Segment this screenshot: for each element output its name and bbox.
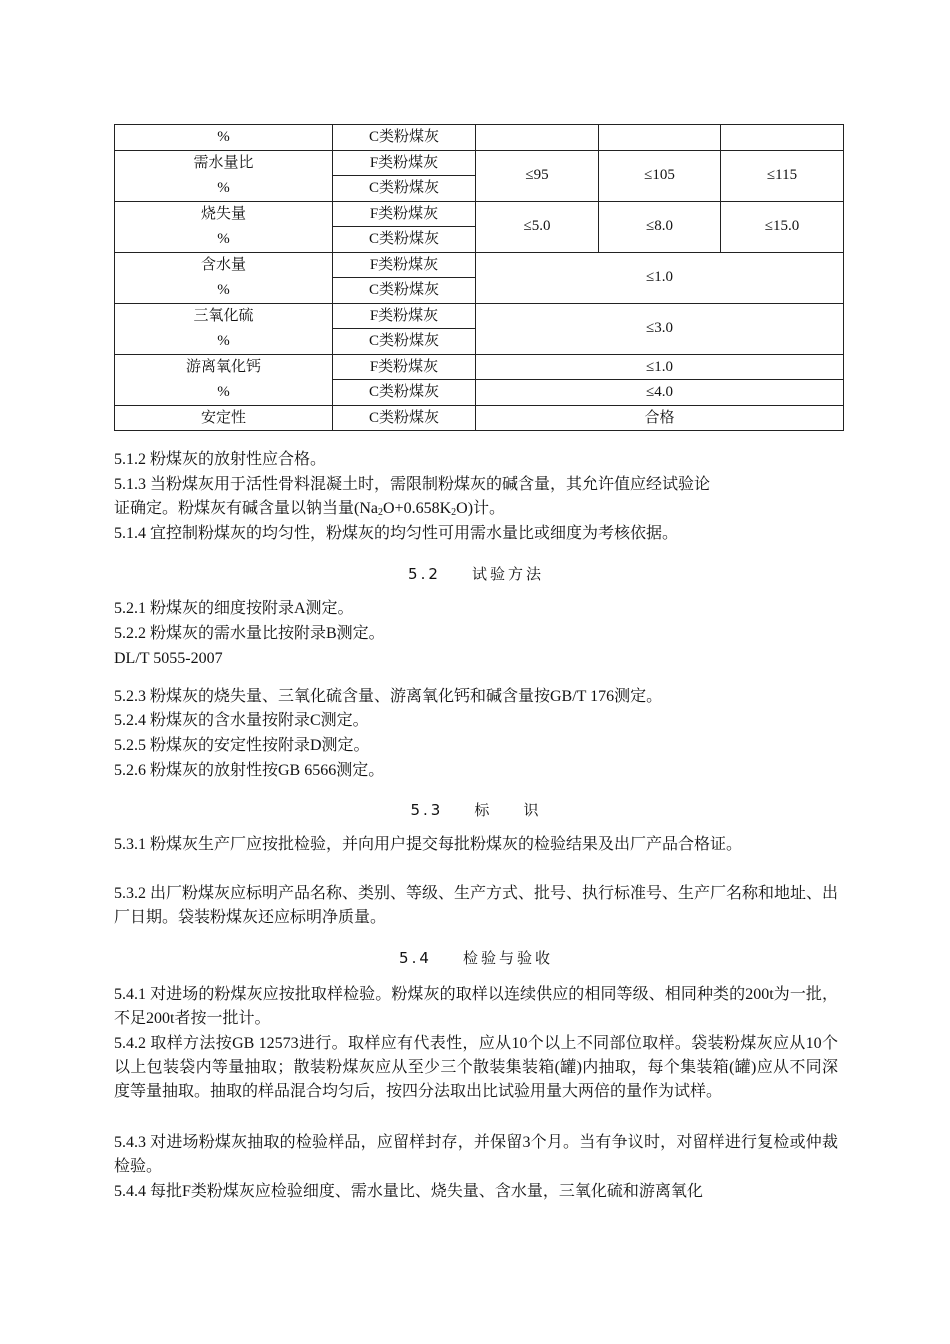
- clause-5-1-4: 5.1.4 宜控制粉煤灰的均匀性，粉煤灰的均匀性可用需水量比或细度为考核依据。: [114, 525, 679, 542]
- item-unit: %: [217, 230, 230, 247]
- item-name: 含水量: [200, 257, 246, 273]
- table-cell-grade3: [721, 125, 844, 151]
- table-cell-type: F类粉煤灰: [333, 303, 476, 329]
- table-cell-value: ≤1.0: [476, 354, 844, 380]
- item-unit: %: [217, 179, 230, 196]
- clause-5-2-4: 5.2.4 粉煤灰的含水量按附录C测定。: [114, 712, 369, 729]
- standard-number: DL/T 5055-2007: [114, 650, 223, 667]
- table-cell-item: [115, 303, 333, 354]
- table-cell-type: C类粉煤灰: [333, 380, 476, 406]
- table-row: [115, 252, 844, 278]
- subscript: 2: [451, 507, 457, 518]
- clause-5-4-4: 5.4.4 每批F类粉煤灰应检验细度、需水量比、烧失量、含水量，三氧化硫和游离氧化: [114, 1183, 703, 1200]
- clause-5-3-2: 5.3.2 出厂粉煤灰应标明产品名称、类别、等级、生产方式、批号、执行标准号、生产厂名称和地址、出厂日期。袋装粉煤灰还应标明净质量。: [114, 885, 839, 926]
- subscript: 2: [378, 507, 383, 518]
- table-cell-grade1: [476, 125, 599, 151]
- text-fragment: 证确定。粉煤灰有碱含量以钠当量(Na: [114, 500, 378, 517]
- clause-5-1-3-line2: [114, 497, 838, 521]
- clause-5-4-1: 5.4.1 对进场的粉煤灰应按批取样检验。粉煤灰的取样以连续供应的相同等级、相同种类的200t为一批，不足200t者按一批计。: [114, 986, 838, 1027]
- table-row: [115, 125, 844, 151]
- table-cell-grade2: [599, 125, 721, 151]
- clause-5-2-3: 5.2.3 粉煤灰的烧失量、三氧化硫含量、游离氧化钙和碱含量按GB/T 176测定。: [114, 688, 663, 705]
- clause-5-1-3-line1: 5.1.3 当粉煤灰用于活性骨料混凝土时，需限制粉煤灰的碱含量，其允许值应经试验论: [114, 476, 711, 493]
- item-name: 三氧化硫: [193, 308, 254, 324]
- clause-5-2-1: 5.2.1 粉煤灰的细度按附录A测定。: [114, 600, 354, 617]
- table-cell-type: C类粉煤灰: [333, 176, 476, 202]
- table-cell-grade1: ≤95: [476, 150, 599, 201]
- clause-5-2-5: 5.2.5 粉煤灰的安定性按附录D测定。: [114, 737, 370, 754]
- section-heading-5-3: 5.3 标 识: [410, 801, 542, 819]
- table-cell-value: ≤4.0: [476, 380, 844, 406]
- table-cell-type: C类粉煤灰: [333, 278, 476, 304]
- table-cell-grade2: ≤8.0: [599, 201, 721, 252]
- table-cell-item: [115, 354, 333, 405]
- clause-5-2-2: 5.2.2 粉煤灰的需水量比按附录B测定。: [114, 625, 385, 642]
- table-cell-grade1: ≤5.0: [476, 201, 599, 252]
- table-cell-type: C类粉煤灰: [333, 405, 476, 431]
- table-row: [115, 354, 844, 380]
- table-cell-item: [115, 252, 333, 303]
- item-unit: %: [217, 281, 230, 298]
- section-heading-5-2: 5.2 试验方法: [408, 565, 544, 583]
- item-name: 烧失量: [200, 206, 246, 222]
- item-unit: %: [217, 332, 230, 349]
- table-cell-item: 安定性: [115, 405, 333, 431]
- clause-5-3-1: 5.3.1 粉煤灰生产厂应按批检验，并向用户提交每批粉煤灰的检验结果及出厂产品合格证。: [114, 836, 743, 853]
- table-cell-type: F类粉煤灰: [333, 150, 476, 176]
- table-cell-grade2: ≤105: [599, 150, 721, 201]
- table-cell-type: C类粉煤灰: [333, 125, 476, 151]
- table-cell-type: F类粉煤灰: [333, 252, 476, 278]
- item-unit: %: [217, 383, 230, 400]
- clause-5-4-2: 5.4.2 取样方法按GB 12573进行。取样应有代表性，应从10个以上不同部位取样。袋装粉煤灰应从10个以上包装袋内等量抽取；散装粉煤灰应从至少三个散装集装箱(罐)内抽取，每个集装箱(罐)应从不同深度等量抽取。抽取的样品混合均匀后，按四分法取出比试验用量大两倍的量作为试样。: [114, 1035, 838, 1100]
- clause-5-1-2: 5.1.2 粉煤灰的放射性应合格。: [114, 451, 327, 468]
- table-cell-grade3: ≤115: [721, 150, 844, 201]
- table-row: [115, 303, 844, 329]
- clause-5-4-3: 5.4.3 对进场粉煤灰抽取的检验样品，应留样封存，并保留3个月。当有争议时，对留样进行复检或仲裁检验。: [114, 1134, 838, 1175]
- table-cell-item: %: [115, 125, 333, 151]
- table-cell-type: F类粉煤灰: [333, 354, 476, 380]
- table-cell-value: ≤1.0: [476, 252, 844, 303]
- table-row: [115, 405, 844, 431]
- text-fragment: O)计。: [456, 500, 506, 517]
- table-cell-value: 合格: [476, 405, 844, 431]
- table-cell-item: [115, 150, 333, 201]
- item-name: 需水量比: [193, 155, 254, 171]
- table-cell-type: C类粉煤灰: [333, 227, 476, 253]
- table-row: [115, 150, 844, 176]
- item-name: 游离氧化钙: [185, 359, 261, 375]
- fly-ash-spec-table: [114, 124, 844, 431]
- clause-5-2-6: 5.2.6 粉煤灰的放射性按GB 6566测定。: [114, 762, 385, 779]
- text-fragment: O+0.658K: [383, 500, 452, 517]
- table-row: [115, 201, 844, 227]
- table-cell-type: C类粉煤灰: [333, 329, 476, 355]
- table-cell-item: [115, 201, 333, 252]
- section-heading-5-4: 5.4 检验与验收: [399, 949, 553, 967]
- table-cell-value: ≤3.0: [476, 303, 844, 354]
- table-cell-type: F类粉煤灰: [333, 201, 476, 227]
- table-cell-grade3: ≤15.0: [721, 201, 844, 252]
